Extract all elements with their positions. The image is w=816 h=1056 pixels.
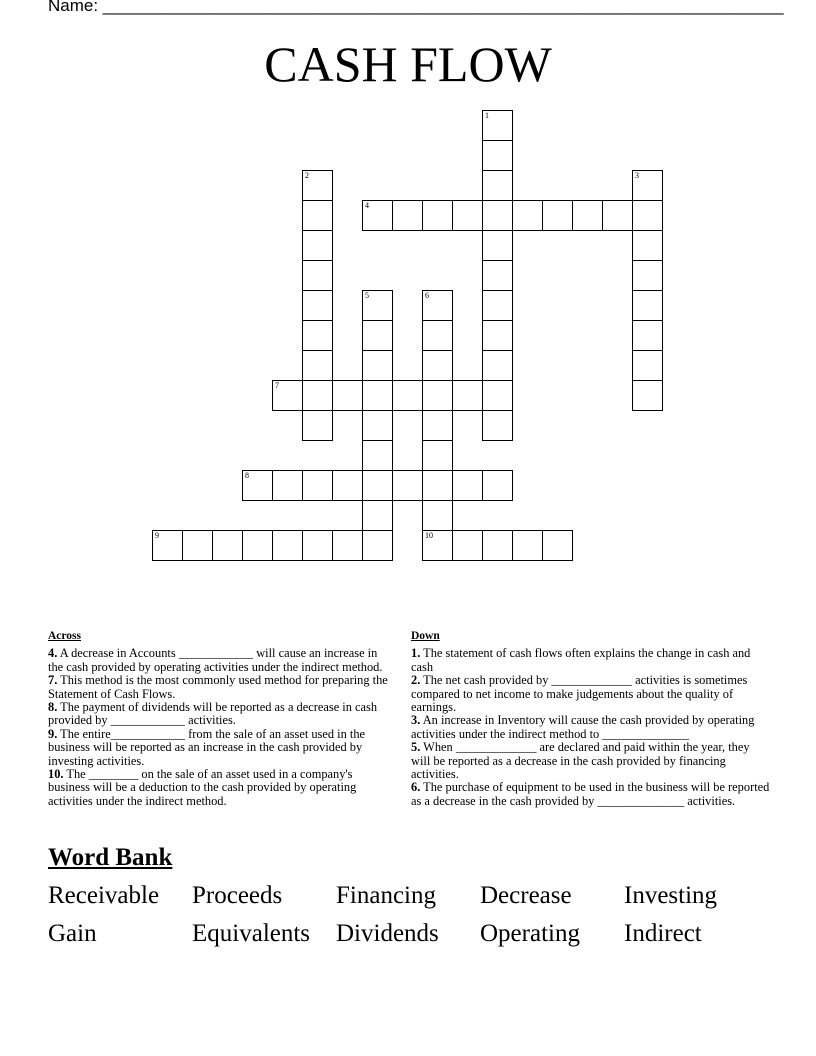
crossword-cell[interactable] — [332, 380, 363, 411]
crossword-cell[interactable] — [482, 110, 513, 141]
crossword-cell[interactable] — [362, 350, 393, 381]
crossword-cell[interactable] — [512, 530, 543, 561]
crossword-cell[interactable] — [302, 410, 333, 441]
across-clue: 4. A decrease in Accounts ____________ will cause an increase in the cash provided by operating activities under the indirect method. — [48, 646, 383, 674]
clue-number: 10 — [425, 531, 433, 540]
crossword-cell[interactable] — [542, 530, 573, 561]
crossword-cell[interactable] — [422, 380, 453, 411]
across-clue: 9. The entire____________ from the sale of an asset used in the business will be reported as an increase in the cash provided by investing activities. — [48, 726, 366, 768]
crossword-cell[interactable] — [422, 500, 453, 531]
crossword-cell[interactable] — [302, 470, 333, 501]
crossword-cell[interactable] — [362, 290, 393, 321]
crossword-cell[interactable] — [392, 380, 423, 411]
crossword-cell[interactable] — [302, 380, 333, 411]
across-clue: 7. This method is the most commonly used method for preparing the Statement of Cash Flows. — [48, 673, 388, 701]
crossword-cell[interactable] — [392, 470, 423, 501]
crossword-cell[interactable] — [632, 290, 663, 321]
crossword-cell[interactable] — [632, 230, 663, 261]
crossword-cell[interactable] — [362, 500, 393, 531]
word-bank-word: Investing — [624, 882, 718, 909]
crossword-cell[interactable] — [362, 320, 393, 351]
crossword-cell[interactable] — [332, 470, 363, 501]
clue-number: 5 — [365, 291, 369, 300]
crossword-cell[interactable] — [482, 320, 513, 351]
clue-number: 8 — [245, 471, 249, 480]
crossword-cell[interactable] — [152, 530, 183, 561]
crossword-cell[interactable] — [632, 260, 663, 291]
crossword-cell[interactable] — [272, 470, 303, 501]
crossword-cell[interactable] — [572, 200, 603, 231]
crossword-cell[interactable] — [482, 350, 513, 381]
word-bank-word: Operating — [480, 920, 580, 947]
crossword-cell[interactable] — [242, 530, 273, 561]
down-clue: 3. An increase in Inventory will cause the cash provided by operating activities under the indirect method to ______________ — [411, 713, 755, 741]
crossword-cell[interactable] — [302, 170, 333, 201]
crossword-cell[interactable] — [482, 410, 513, 441]
word-bank-title: Word Bank — [48, 844, 173, 871]
word-bank-word: Indirect — [624, 920, 702, 947]
word-bank-word: Financing — [336, 882, 436, 909]
crossword-cell[interactable] — [632, 170, 663, 201]
crossword-cell[interactable] — [482, 290, 513, 321]
crossword-cell[interactable] — [482, 200, 513, 231]
clue-number: 2 — [305, 171, 309, 180]
crossword-cell[interactable] — [272, 380, 303, 411]
crossword-cell[interactable] — [452, 530, 483, 561]
across-heading: Across — [48, 630, 82, 642]
crossword-cell[interactable] — [542, 200, 573, 231]
crossword-cell[interactable] — [422, 350, 453, 381]
crossword-cell[interactable] — [362, 440, 393, 471]
crossword-cell[interactable] — [482, 170, 513, 201]
crossword-cell[interactable] — [302, 320, 333, 351]
crossword-cell[interactable] — [512, 200, 543, 231]
clue-number: 1 — [485, 111, 489, 120]
word-bank-word: Decrease — [480, 882, 572, 909]
crossword-cell[interactable] — [362, 530, 393, 561]
across-clues — [48, 630, 393, 808]
crossword-cell[interactable] — [362, 470, 393, 501]
crossword-cell[interactable] — [452, 200, 483, 231]
down-clue: 1. The statement of cash flows often explains the change in cash and cash — [411, 646, 751, 674]
across-clue: 10. The ________ on the sale of an asset used in a company's business will be a deduction to the cash provided by operating activities under the indirect method. — [48, 767, 357, 808]
crossword-cell[interactable] — [482, 260, 513, 291]
crossword-cell[interactable] — [212, 530, 243, 561]
crossword-cell[interactable] — [242, 470, 273, 501]
crossword-cell[interactable] — [422, 440, 453, 471]
clue-number: 3 — [635, 171, 639, 180]
name-line: Name: ________________________________________________________________________ — [48, 0, 784, 15]
word-bank-word: Equivalents — [192, 920, 311, 947]
clue-number: 6 — [425, 291, 429, 300]
crossword-cell[interactable] — [602, 200, 633, 231]
word-bank-word: Dividends — [336, 920, 439, 947]
crossword-cell[interactable] — [332, 530, 363, 561]
word-bank-word: Proceeds — [192, 882, 283, 909]
crossword-cell[interactable] — [392, 200, 423, 231]
across-clue: 8. The payment of dividends will be reported as a decrease in cash provided by ____________ activities. — [48, 700, 378, 728]
crossword-cell[interactable] — [482, 140, 513, 171]
crossword-cell[interactable] — [362, 410, 393, 441]
word-bank-word: Gain — [48, 920, 97, 947]
crossword-cell[interactable] — [272, 530, 303, 561]
crossword-cell[interactable] — [632, 320, 663, 351]
down-clue: 5. When _____________ are declared and paid within the year, they will be reported as a decrease in the cash provided by financing activities. — [411, 740, 750, 782]
crossword-cell[interactable] — [302, 290, 333, 321]
crossword-cell[interactable] — [422, 530, 453, 561]
crossword-cell[interactable] — [452, 470, 483, 501]
crossword-cell[interactable] — [422, 410, 453, 441]
crossword-cell[interactable] — [182, 530, 213, 561]
crossword-cell[interactable] — [482, 380, 513, 411]
crossword-cell[interactable] — [482, 230, 513, 261]
clue-number: 4 — [365, 201, 369, 210]
crossword-cell[interactable] — [362, 380, 393, 411]
down-heading: Down — [411, 630, 440, 642]
crossword-cell[interactable] — [302, 230, 333, 261]
crossword-cell[interactable] — [452, 380, 483, 411]
word-bank-word: Receivable — [48, 882, 160, 909]
crossword-cell[interactable] — [422, 290, 453, 321]
crossword-cell[interactable] — [362, 200, 393, 231]
crossword-cell[interactable] — [422, 470, 453, 501]
crossword-cell[interactable] — [422, 320, 453, 351]
crossword-cell[interactable] — [302, 530, 333, 561]
down-clues — [411, 630, 771, 808]
crossword-cell[interactable] — [632, 380, 663, 411]
down-clue: 6. The purchase of equipment to be used in the business will be reported as a decrease in the cash provided by ______________ activities. — [411, 780, 770, 808]
clue-number: 9 — [155, 531, 159, 540]
clue-number: 7 — [275, 381, 279, 390]
crossword-cell[interactable] — [482, 470, 513, 501]
crossword-cell[interactable] — [302, 350, 333, 381]
crossword-cell[interactable] — [632, 350, 663, 381]
crossword-cell[interactable] — [302, 260, 333, 291]
crossword-cell[interactable] — [422, 200, 453, 231]
crossword-cell[interactable] — [632, 200, 663, 231]
crossword-cell[interactable] — [482, 530, 513, 561]
down-clue: 2. The net cash provided by _____________ activities is sometimes compared to net income to make judgements about the quality of earnings. — [411, 673, 748, 715]
page-title: CASH FLOW — [264, 36, 552, 92]
crossword-cell[interactable] — [302, 200, 333, 231]
